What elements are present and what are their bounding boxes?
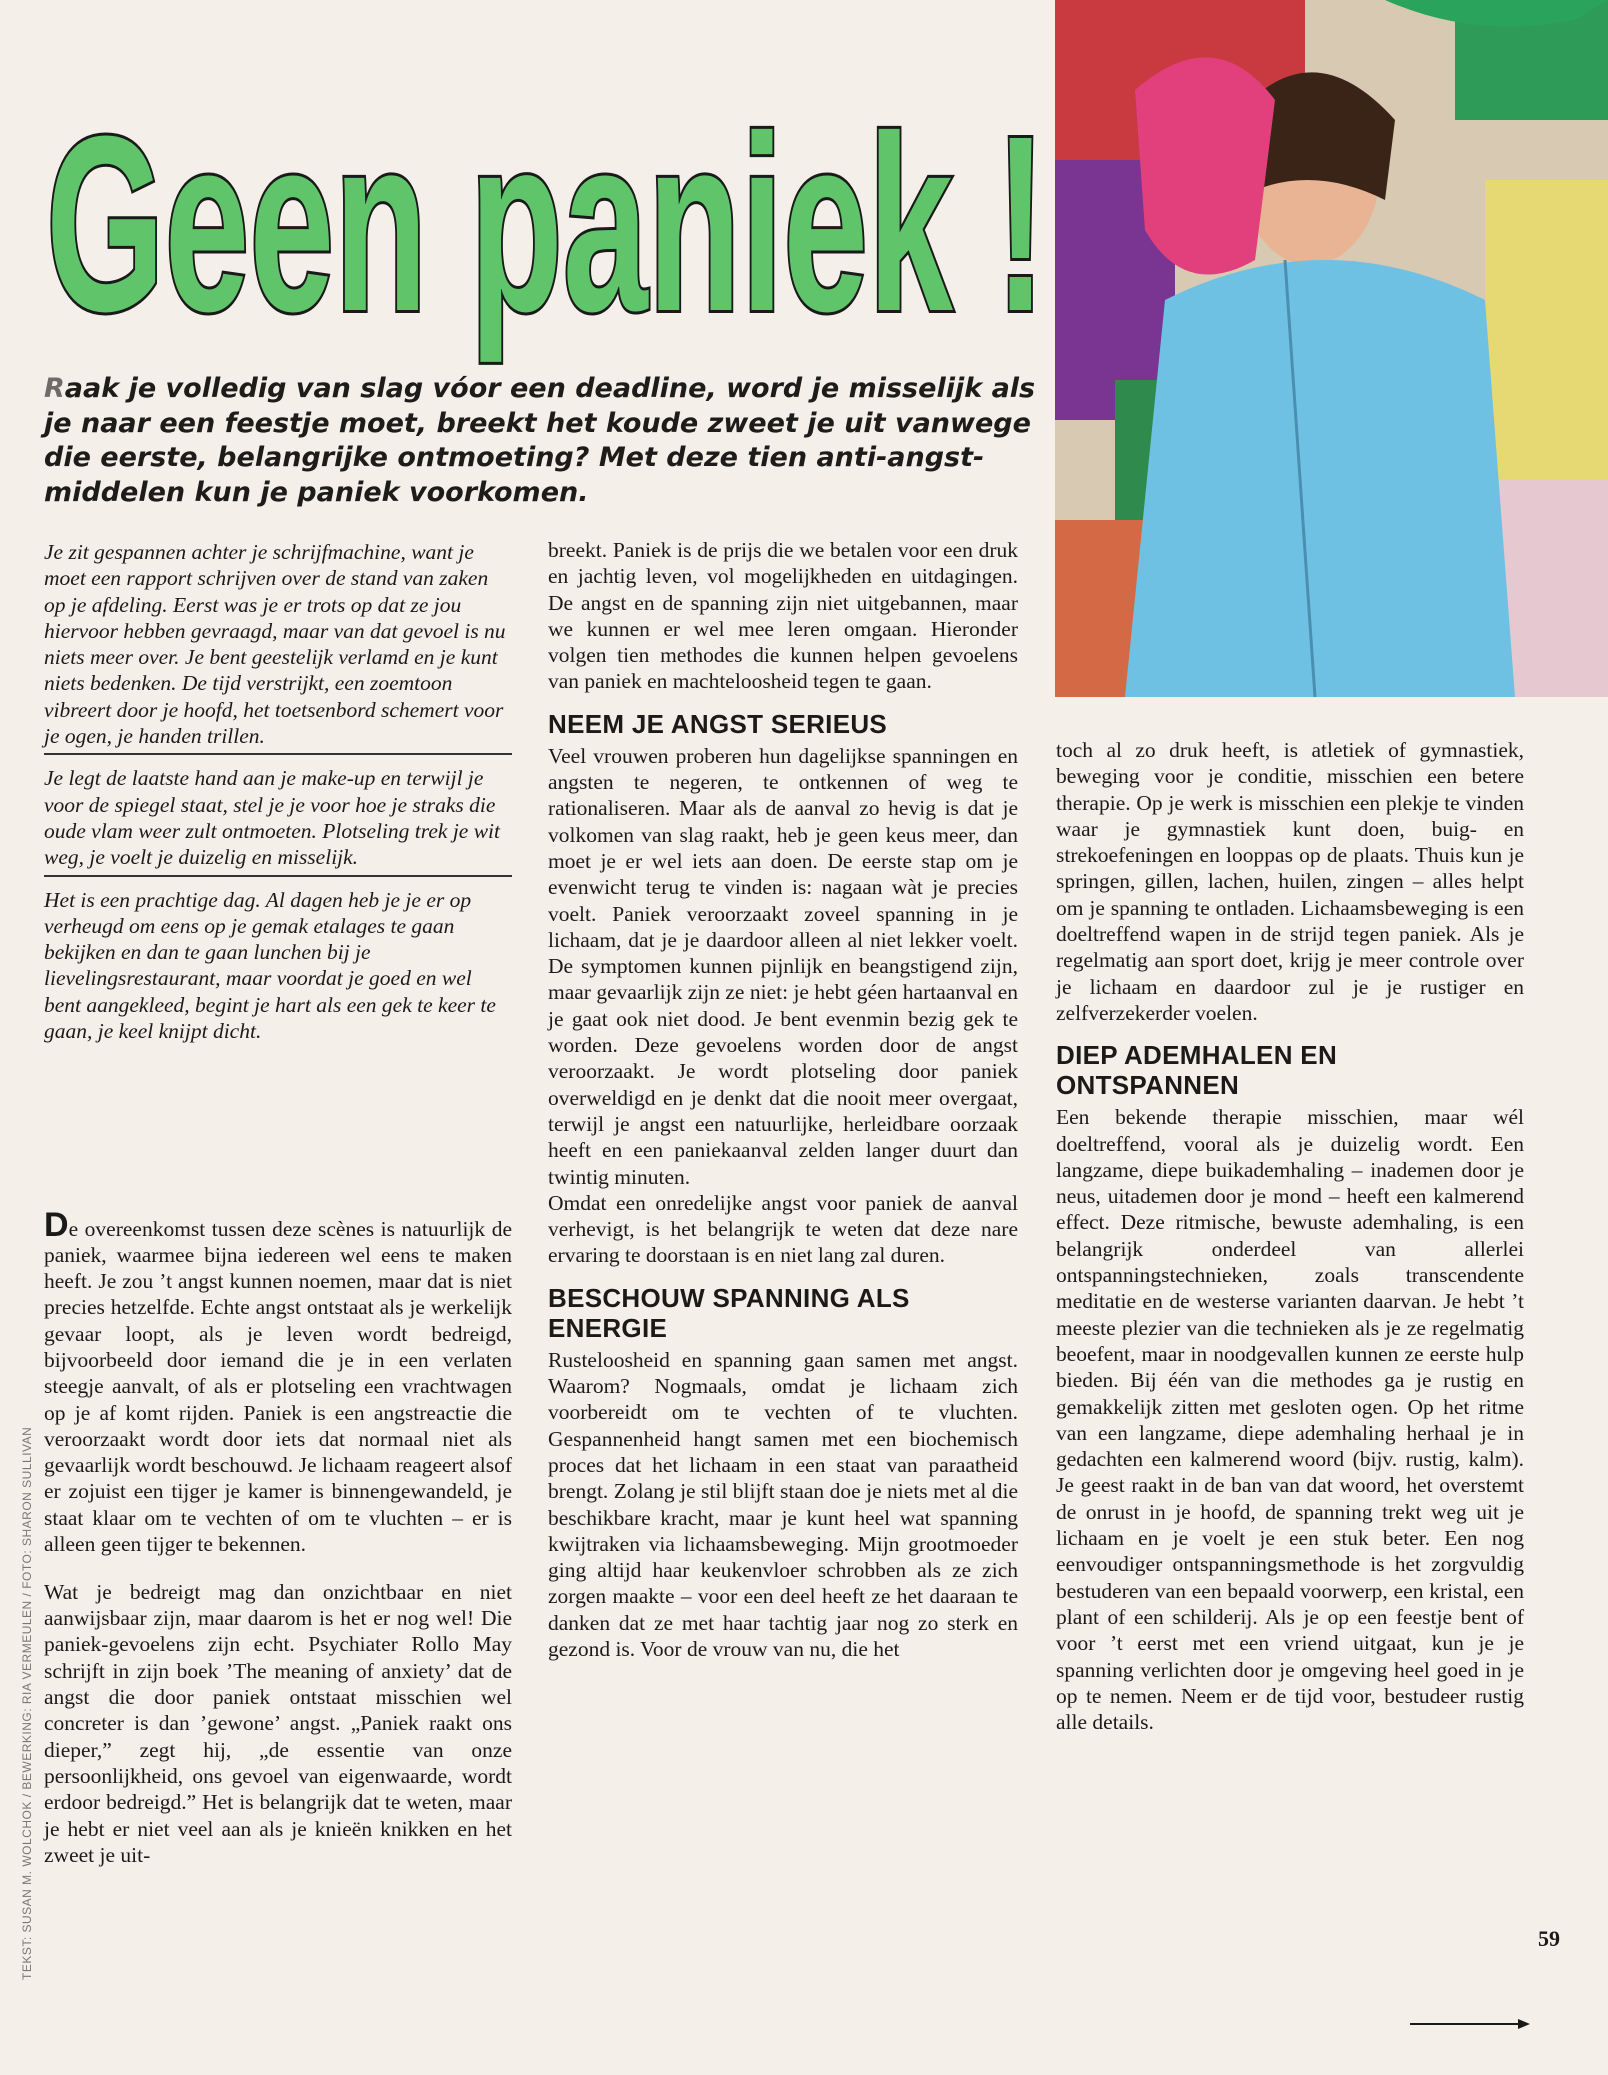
section-heading: BESCHOUW SPANNING ALS ENERGIE	[548, 1282, 910, 1343]
vignette: Je legt de laatste hand aan je make-up en terwijl je voor de spiegel staat, stel je je voor hoe je straks die oude vlam weer zult ontmoeten. Plotseling trek je wit weg, je voelt je duizelig en misselijk.	[44, 763, 512, 876]
cover-photo	[1055, 0, 1608, 697]
section-heading: NEEM JE ANGST SERIEUS	[548, 708, 888, 739]
headline	[42, 40, 1052, 363]
page-number: 59	[1538, 1926, 1560, 1951]
column-1	[44, 1190, 512, 1890]
body-paragraph: Rusteloosheid en spanning gaan samen met angst. Waarom? Nogmaals, omdat je lichaam zich voorbereidt om te vechten of te vluchten. Gespannenheid hangt samen met een biochemisch proces dat het lichaam in een staat van paraatheid brengt. Zolang je stil blijft staan doe je niets met al die beschikbare kracht, maar je kunt heel wat spanning kwijtraken via lichaamsbeweging. Mijn grootmoeder ging altijd haar keukenvloer schrobben als ze zich zorgen maakte – voor een deel heeft ze het daaraan te danken dat ze met haar tachtig jaar nog zo sterk en gezond is. Voor de vrouw van nu, die het	[548, 1347, 1018, 1661]
body-paragraph: Een bekende therapie misschien, maar wél doeltreffend, vooral als je duizelig wordt. Een langzame, diepe buikademhaling – inademen door je neus, uitademen door je mond – heeft een kalmerend effect. Deze ritmische, bewuste ademhaling, is een belangrijk onderdeel van allerlei ontspanningstechnieken, zoals transcendente meditatie en de westerse varianten daarvan. Je hebt ’t meeste plezier van die technieken als je ze regelmatig beoefent, maar in noodgevallen kunnen ze eerste hulp bieden. Bij één van die methodes ga je rustig en gemakkelijk zitten met gesloten ogen. Op het ritme van een langzame, diepe ademhaling herhaal je in gedachten een kalmerend woord (bijv. rustig, kalm). Je geest raakt in de ban van dat woord, het overstemt de onrust in je hoofd, de spanning trekt weg uit je lichaam en je voelt je een stuk beter. Een nog eenvoudiger ontspanningsmethode is het zorgvuldig bestuderen van een bepaald voorwerp, een kristal, een plant of een schilderij. Als je op een feestje bent of voor ’t eerst met een vriend uitgaat, kun je je spanning verlichten door je omgeving heel goed in je op te nemen. Neem er de tijd voor, bestudeer rustig alle details.	[1056, 1105, 1524, 1735]
column-3	[1056, 737, 1524, 1735]
vignette: Het is een prachtige dag. Al dagen heb je je er op verheugd om eens op je gemak etalages te gaan bekijken en dan te gaan lunchen bij je lievelingsrestaurant, maar voordat je goed en wel bent aangekleed, begint je hart als een gek te keer te gaan, je keel knijpt dicht.	[44, 887, 496, 1044]
lead-paragraph: e overeenkomst tussen deze scènes is natuurlijk de paniek, waarmee bijna iedereen wel eens te maken heeft. Je zou ’t angst kunnen noemen, maar dat is niet precies hetzelfde. Echte angst ontstaat als je werkelijk gevaar loopt, als je leven wordt bedreigd, bijvoorbeeld door iemand die je in een verlaten steegje aanvalt, of als er plotseling een vrachtwagen op je af komt rijden. Paniek is een angstreactie die veroorzaakt wordt door iets dat normaal niet als gevaarlijk wordt beschouwd. Je lichaam reageert alsof er zojuist een tijger je kamer is binnengewandeld, je staat klaar om te vechten of om te vluchten – er is alleen geen tijger te bekennen.	[44, 1216, 512, 1557]
photo-credits	[14, 1280, 42, 1980]
body-paragraph: Veel vrouwen proberen hun dagelijkse spanningen en angsten te negeren, te ontkennen of weg te rationaliseren. Maar als de aanval zo hevig is dat je volkomen van slag raakt, heb je geen keus meer, dan moet je er wel iets aan doen. De eerste stap om je evenwicht terug te vinden is: nagaan wàt je precies voelt. Paniek veroorzaakt zoveel spanning in je lichaam, dat je je daardoor alleen al niet lekker voelt. De symptomen kunnen pijnlijk en beangstigend zijn, maar gevaarlijk zijn ze niet: je hebt géen hartaanval en je gaat ook niet dood. Je bent evenmin bezig gek te worden. Deze gevoelens worden door de angst veroorzaakt. Je wordt plotseling door paniek overweldigd en je denkt dat die nooit meer overgaat, terwijl je angst een natuurlijke, herleidbare oorzaak heeft en een paniekaanval zelden langer duurt dan twintig minuten.	[548, 743, 1018, 1189]
intro-paragraph	[44, 372, 1044, 510]
intro-initial: R	[44, 373, 65, 404]
vignettes	[44, 537, 512, 1056]
body-paragraph: Omdat een onredelijke angst voor paniek de aanval verhevigt, is het belangrijk te weten dat deze nare ervaring te doorstaan is en niet lang zal duren.	[548, 1190, 1018, 1268]
intro-text: aak je volledig van slag vóor een deadline, word je misselijk als je naar een feestje moet, breekt het koude zweet je uit vanwege die eerste, belangrijke ontmoeting? Met deze tien anti-angst-middelen kun je paniek voorkomen.	[44, 373, 1036, 508]
column-2	[548, 537, 1018, 1662]
lead-initial: D	[44, 1205, 69, 1244]
section-heading: DIEP ADEMHALEN EN ONTSPANNEN	[1056, 1040, 1338, 1101]
body-paragraph: Wat je bedreigt mag dan onzichtbaar en niet aanwijsbaar zijn, maar daarom is het er nog wel! Die paniek-gevoelens zijn echt. Psychiater Rollo May schrijft in zijn boek ’The meaning of anxiety’ dat de angst die door paniek ontstaat misschien wel concreter is dan ’gewone’ angst. „Paniek raakt ons dieper,” zegt hij, „de essentie van onze persoonlijkheid, ons gevoel van eigenwaarde, wordt erdoor bedreigd.” Het is belangrijk dat te weten, maar je hebt er niet veel aan als je knieën knikken en het zweet je uit-	[44, 1579, 512, 1867]
body-paragraph: breekt. Paniek is de prijs die we betalen voor een druk en jachtig leven, vol mogelijkheden en uitdagingen. De angst en de spanning zijn niet uitgebannen, maar we kunnen er wel mee leren omgaan. Hieronder volgen tien methodes die kunnen helpen gevoelens van paniek en machteloosheid tegen te gaan.	[548, 538, 1018, 694]
continue-arrow-icon	[1410, 2018, 1530, 2030]
body-paragraph: toch al zo druk heeft, is atletiek of gymnastiek, beweging voor je conditie, misschien een betere therapie. Op je werk is misschien een plekje te vinden waar je gymnastiek kunt doen, buig- en strekoefeningen en looppas op de plaats. Thuis kun je springen, gillen, lachen, huilen, zingen – alles helpt om je spanning te ontladen. Lichaamsbeweging is een doeltreffend wapen in de strijd tegen paniek. Als je regelmatig aan sport doet, krijg je meer controle over je lichaam en daardoor zul je je rustiger en zelfverzekerder voelen.	[1056, 738, 1524, 1025]
headline-text: Geen paniek !	[46, 84, 1046, 363]
credits-text: TEKST: SUSAN M. WOLCHOK / BEWERKING: RIA VERMEULEN / FOTO: SHARON SULLIVAN	[20, 1426, 34, 1980]
vignette: Je zit gespannen achter je schrijfmachine, want je moet een rapport schrijven over de stand van zaken op je afdeling. Eerst was je er trots op dat ze jou hiervoor hebben gevraagd, maar van dat gevoel is nu niets meer over. Je bent geestelijk verlamd en je kunt niets bedenken. De tijd verstrijkt, een zoemtoon vibreert door je hoofd, het toetsenbord schemert voor je ogen, je handen trillen.	[44, 537, 512, 755]
